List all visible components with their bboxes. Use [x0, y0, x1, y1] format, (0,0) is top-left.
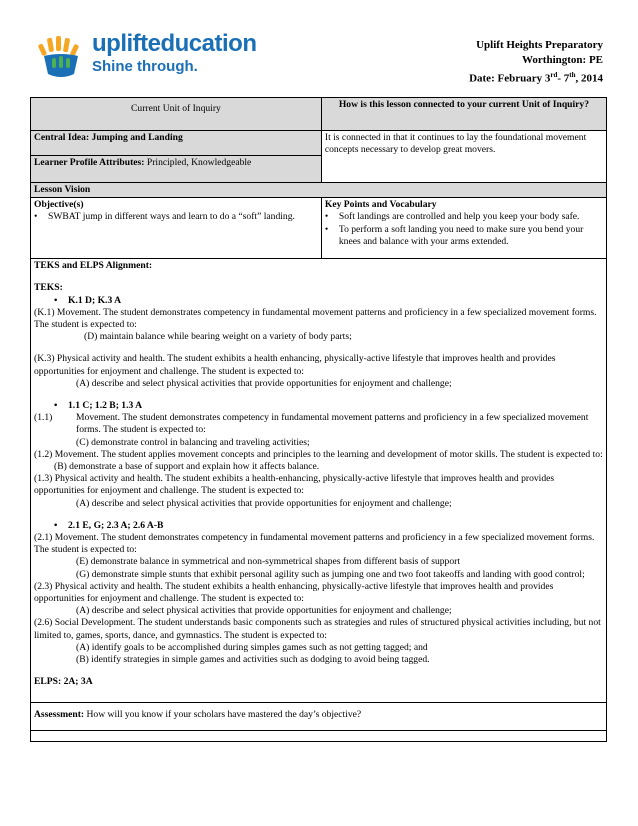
logo-word-education: education [147, 30, 257, 57]
teks-sub: (B) demonstrate a base of support and explain how it affects balance. [54, 461, 320, 473]
teks-standard: (2.1) Movement. The student demonstrates competency in fundamental movement patterns and proficiency in a few specialized movement forms. The student is expected to: [34, 532, 595, 556]
key-points-label: Key Points and Vocabulary [324, 199, 437, 211]
teks-sub: (E) demonstrate balance in symmetrical and non-symmetrical shapes from different basis of support [76, 556, 460, 568]
hands-logo-icon [34, 34, 88, 82]
teks-title: TEKS and ELPS Alignment: [34, 260, 153, 272]
key-point-item: • Soft landings are controlled and help you keep your body safe. [324, 211, 580, 223]
teks-heading: • 2.1 E, G; 2.3 A; 2.6 A-B [54, 519, 164, 531]
learner-profile-value: Principled, Knowledgeable [144, 157, 252, 168]
objectives-cell [31, 198, 322, 259]
school-name: Uplift Heights Preparatory [476, 39, 603, 51]
teks-standard: (2.3) Physical activity and health. The student exhibits a health enhancing, physically-active lifestyle that improves health and provides opportunities for enjoyment and challenge. The student is expected to: [34, 580, 554, 605]
logo-wordmark [92, 30, 256, 58]
logo-tagline: Shine through. [92, 58, 198, 75]
learner-profile-label: Learner Profile Attributes: [34, 157, 145, 168]
connection-cell: It is connected in that it continues to lay the foundational movement concepts necessary to develop great movers. [321, 131, 606, 183]
assessment-cell [31, 702, 607, 730]
unit-header-row [31, 98, 607, 131]
teks-standard: (1.3) Physical activity and health. The student exhibits a health-enhancing, physically-active lifestyle that improves health and provides opportunities for enjoyment and challenge. The student is expected to: [34, 473, 555, 497]
page-header [469, 38, 603, 87]
key-points-cell [321, 198, 606, 259]
teks-standard: (K.1) Movement. The student demonstrates competency in fundamental movement patterns and proficiency in a few specialized movement forms. The student is expected to: [34, 306, 597, 331]
teks-cell [31, 259, 607, 702]
date: Date: February 3rd- 7th, 2014 [469, 71, 603, 85]
teks-sub: (A) describe and select physical activities that provide opportunities for enjoyment and challenge; [76, 605, 452, 617]
teks-heading: • K.1 D; K.3 A [54, 294, 122, 306]
empty-row [31, 730, 607, 741]
teks-sub: (A) identify goals to be accomplished during simples games such as not getting tagged; and [76, 641, 428, 653]
elps-line: ELPS: 2A; 3A [34, 676, 93, 688]
lesson-plan-table [30, 97, 607, 742]
teks-standard: (K.3) Physical activity and health. The student exhibits a health enhancing, physically-active lifestyle that improves health and provides opportunities for enjoyment and challenge. The student is expected to: [34, 353, 556, 377]
connection-header-cell: How is this lesson connected to your current Unit of Inquiry? [321, 98, 606, 131]
teks-standard: (1.1) Movement. The student demonstrates competency in fundamental movement patterns and proficiency in a few specialized movement forms. The student is expected to: [34, 412, 589, 436]
teks-label: TEKS: [34, 282, 63, 294]
key-point-item: • To perform a soft landing you need to make sure you bend your knees and balance with your arms extended. [324, 223, 584, 247]
teks-sub: (A) describe and select physical activities that provide opportunities for enjoyment and challenge; [76, 497, 452, 509]
unit-header-cell: Current Unit of Inquiry [31, 98, 322, 131]
central-idea-cell: Central Idea: Jumping and Landing [31, 131, 322, 156]
objective-item: • SWBAT jump in different ways and learn to do a “soft” landing. [34, 211, 295, 223]
lesson-vision-header: Lesson Vision [31, 183, 607, 198]
teks-sub: (C) demonstrate control in balancing and traveling activities; [76, 436, 310, 448]
teks-standard: (1.2) Movement. The student applies movement concepts and principles to the learning and development of motor skills. The student is expected to: [34, 448, 603, 460]
learner-profile-cell [31, 156, 322, 183]
teks-sub: (B) identify strategies in simple games and activities such as dodging to avoid being tagged. [76, 654, 430, 666]
teks-sub: (G) demonstrate simple stunts that exhibit personal agility such as jumping one and two foot takeoffs and landing with good control; [76, 568, 585, 580]
assessment-text: How will you know if your scholars have mastered the day’s objective? [84, 708, 362, 720]
teks-sub: (D) maintain balance while bearing weight on a variety of body parts; [84, 331, 352, 343]
objectives-label: Objective(s) [34, 199, 84, 211]
assessment-label: Assessment: [34, 708, 85, 720]
uplift-education-logo [34, 30, 257, 86]
teks-sub: (A) describe and select physical activities that provide opportunities for enjoyment and challenge; [76, 377, 452, 389]
logo-word-uplift: uplift [92, 30, 148, 57]
location: Worthington: PE [522, 54, 603, 66]
teks-heading: • 1.1 C; 1.2 B; 1.3 A [54, 400, 143, 412]
teks-standard: (2.6) Social Development. The student understands basic components such as strategies and rules of structured physical activities including, but not limited to, games, sports, dance, and gymnastics. The student is expected to: [34, 617, 601, 641]
